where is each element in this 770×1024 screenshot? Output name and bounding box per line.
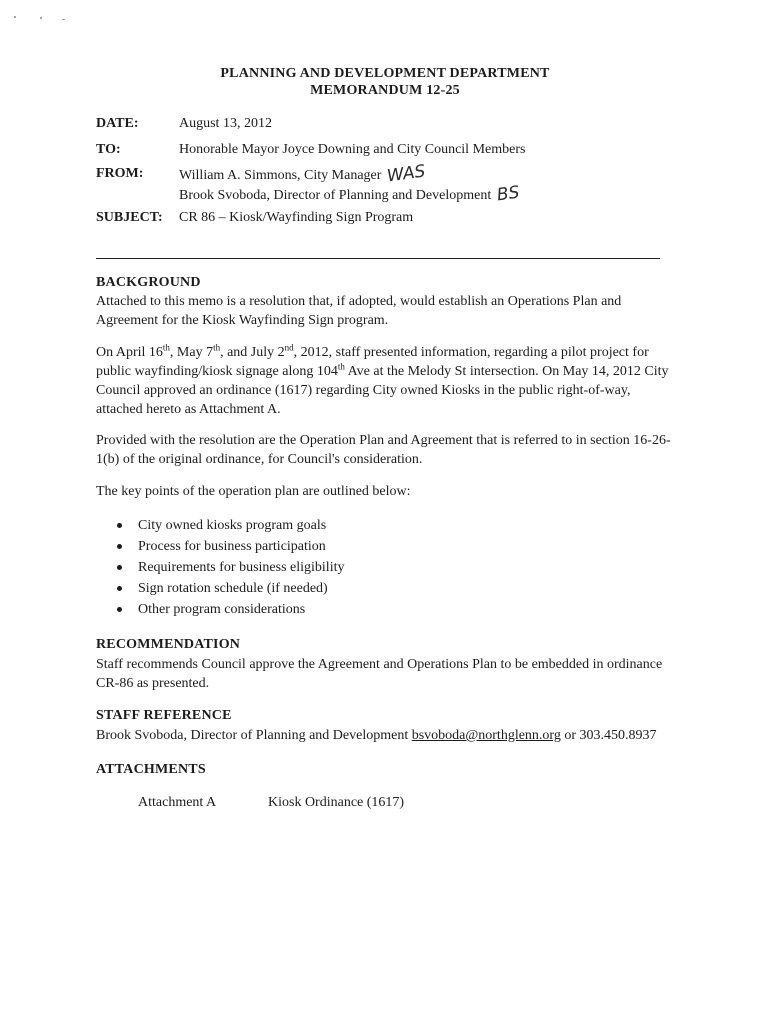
date-value: August 13, 2012	[179, 116, 272, 131]
attachment-label: Attachment A	[138, 795, 217, 810]
list-item: City owned kiosks program goals	[117, 515, 344, 536]
handwritten-initials-1: WAS	[386, 161, 428, 187]
subject-value: CR 86 – Kiosk/Wayfinding Sign Program	[179, 210, 414, 225]
staff-reference-heading: STAFF REFERENCE	[96, 708, 232, 723]
header-divider	[96, 258, 660, 259]
background-paragraph-4: The key points of the operation plan are outlined below:	[96, 484, 411, 499]
department-title: PLANNING AND DEVELOPMENT DEPARTMENT	[220, 66, 550, 81]
from-label: FROM:	[96, 166, 144, 181]
recommendation-heading: RECOMMENDATION	[96, 637, 241, 652]
subject-label: SUBJECT:	[96, 210, 163, 225]
list-item: Requirements for business eligibility	[117, 557, 344, 578]
background-paragraph-2: On April 16th, May 7th, and July 2nd, 2012, staff presented information, regarding a pilot project for public wayfinding/kiosk signage along 104th Ave at the Melody St intersection. On May 14, 2012 City Council approved an ordinance (1617) regarding City owned Kiosks in the public right-of-way, attached hereto as Attachment A.	[96, 342, 669, 417]
memo-number: MEMORANDUM 12-25	[310, 83, 460, 98]
background-heading: BACKGROUND	[96, 275, 201, 290]
staff-reference-text: Brook Svoboda, Director of Planning and Development bsvoboda@northglenn.org or 303.450.8937	[96, 728, 657, 743]
list-item: Process for business participation	[117, 536, 344, 557]
to-label: TO:	[96, 142, 121, 157]
background-paragraph-1: Attached to this memo is a resolution that, if adopted, would establish an Operations Plan and Agreement for the Kiosk Wayfinding Sign program.	[96, 294, 622, 328]
attachments-heading: ATTACHMENTS	[96, 762, 206, 777]
handwritten-initials-2: BS	[495, 182, 521, 206]
to-value: Honorable Mayor Joyce Downing and City Council Members	[179, 142, 526, 157]
list-item: Sign rotation schedule (if needed)	[117, 578, 344, 599]
list-item: Other program considerations	[117, 599, 344, 620]
background-paragraph-3: Provided with the resolution are the Operation Plan and Agreement that is referred to in section 16-26-1(b) of the original ordinance, for Council's consideration.	[96, 433, 671, 467]
date-label: DATE:	[96, 116, 139, 131]
from-name-1: William A. Simmons, City Manager	[179, 168, 382, 183]
from-line-2	[179, 183, 520, 207]
from-name-2: Brook Svoboda, Director of Planning and Development	[179, 188, 492, 203]
email-link[interactable]: bsvoboda@northglenn.org	[411, 728, 561, 743]
key-points-list	[117, 515, 344, 620]
attachment-description: Kiosk Ordinance (1617)	[268, 795, 405, 810]
recommendation-text: Staff recommends Council approve the Agreement and Operations Plan to be embedded in ordinance CR-86 as presented.	[96, 657, 663, 691]
